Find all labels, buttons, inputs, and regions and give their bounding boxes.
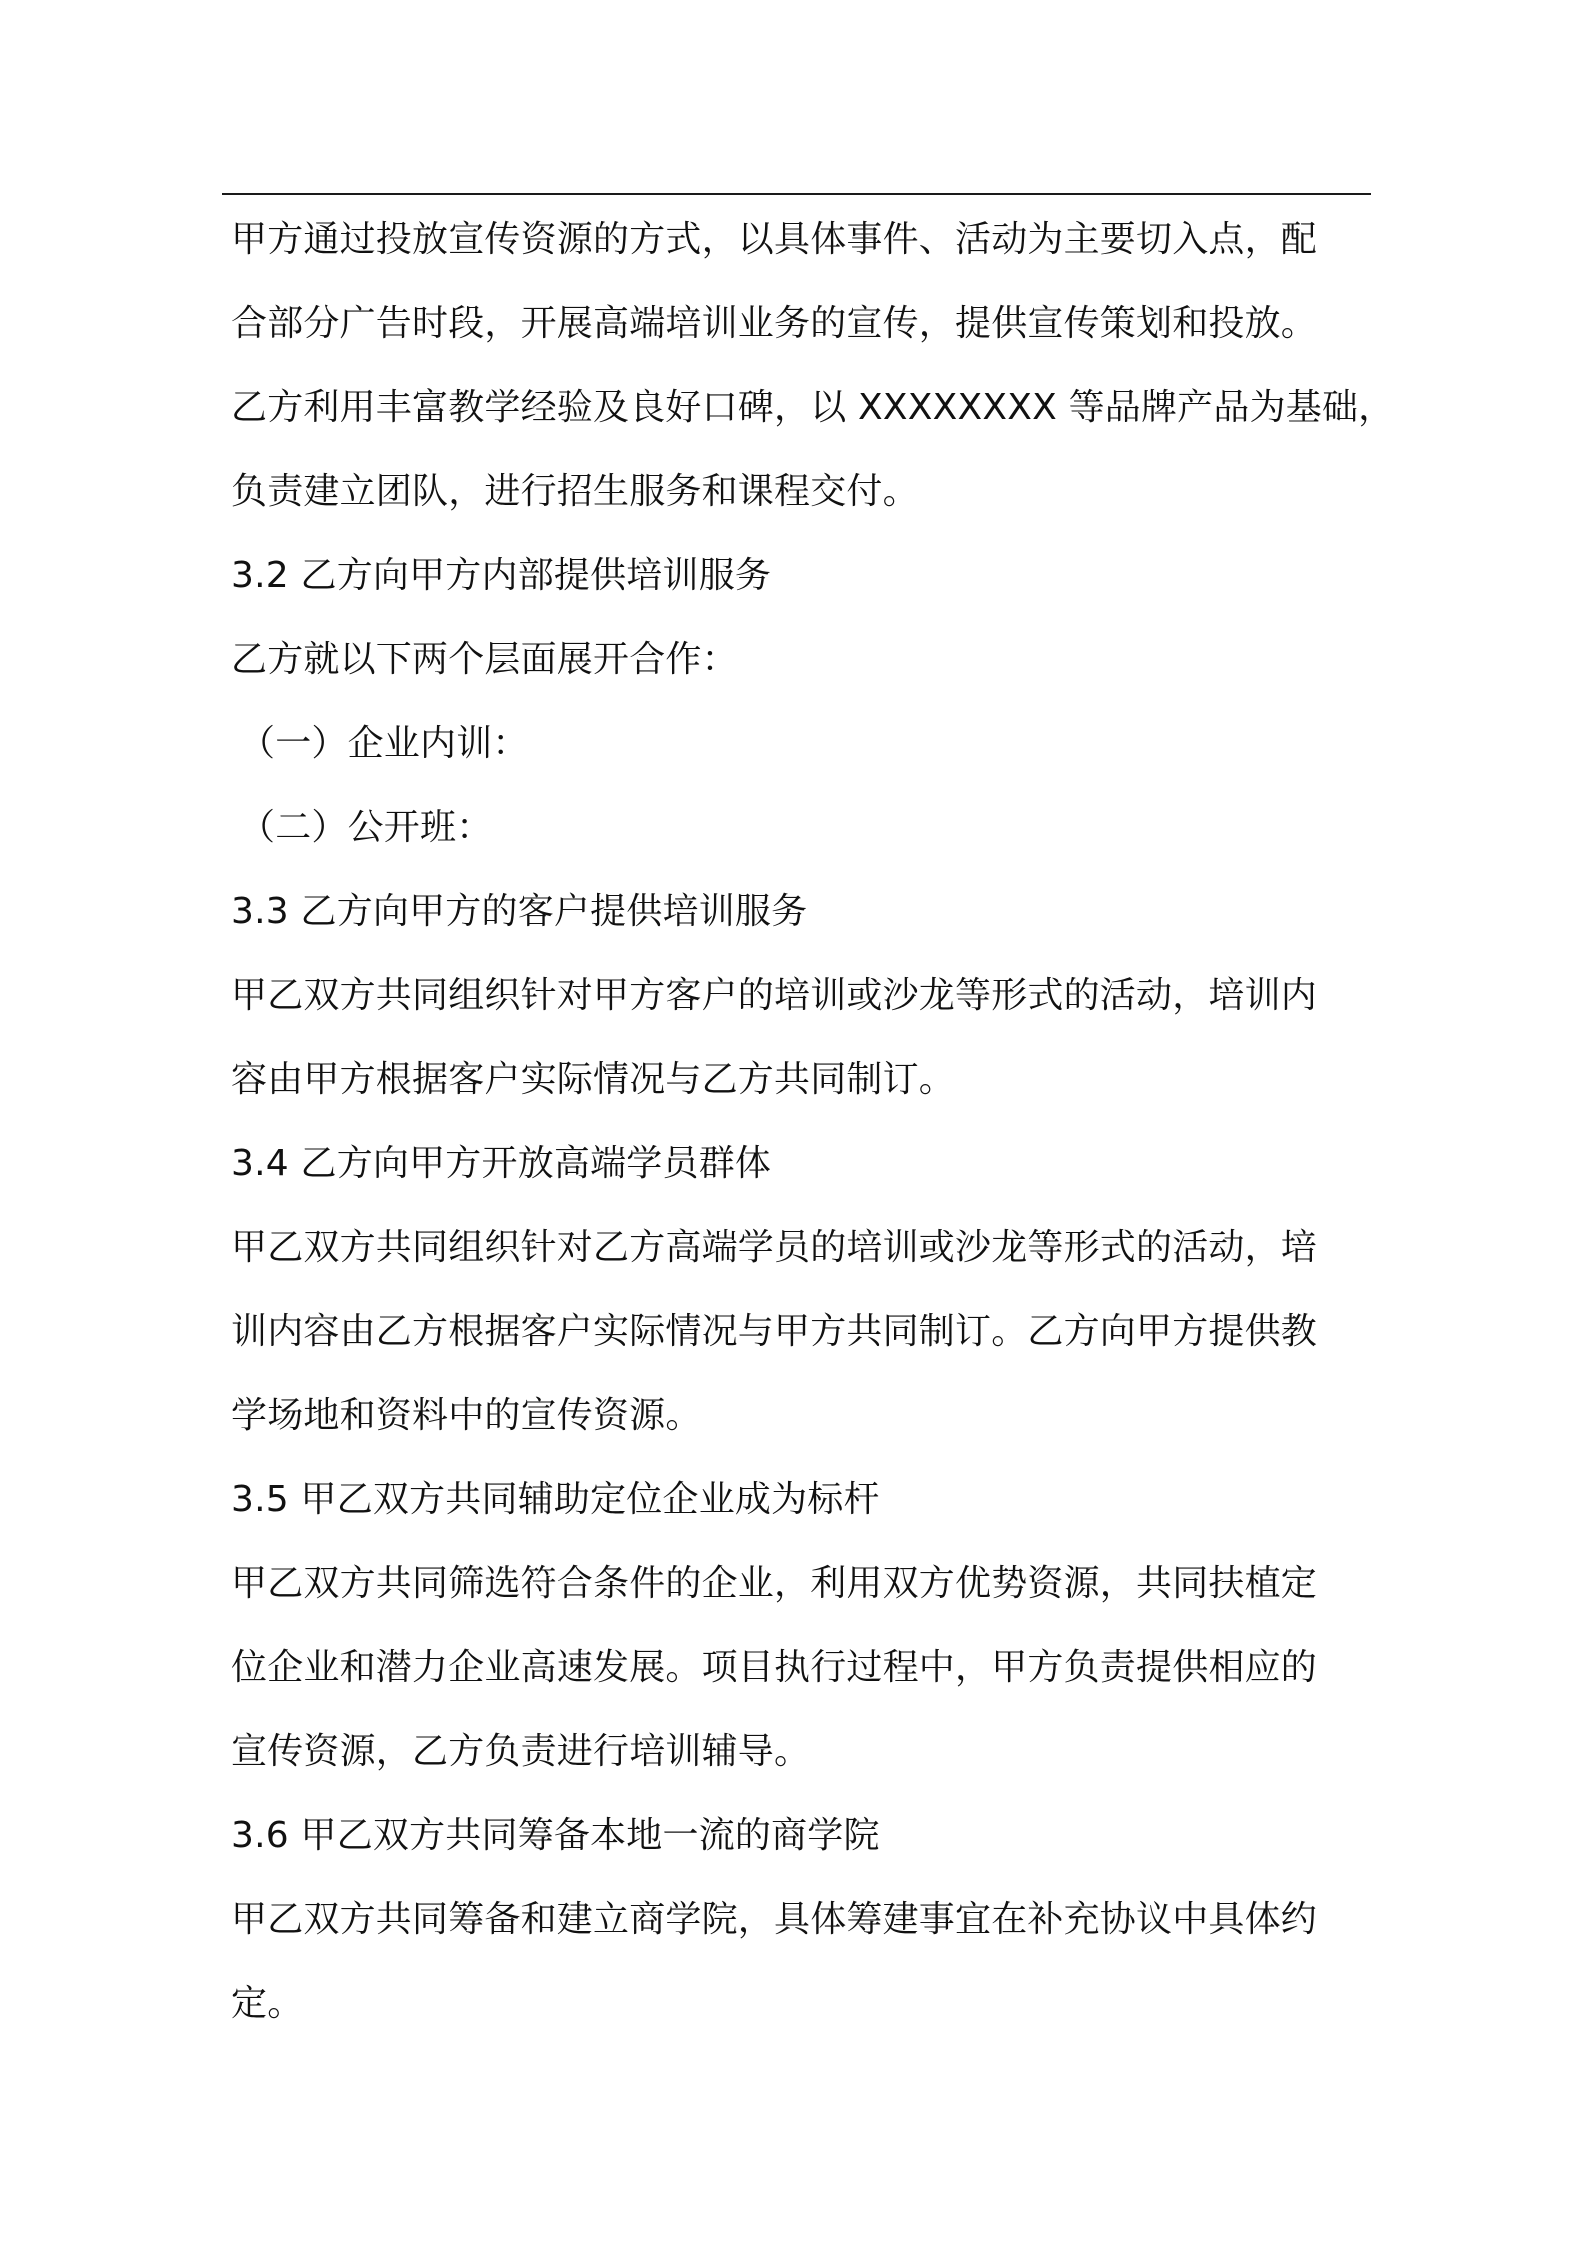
- body-line-4: 负责建立团队，进行招生服务和课程交付。: [231, 471, 919, 512]
- body-line-6: 乙方就以下两个层面展开合作：: [231, 639, 738, 680]
- list-item-1: （一）企业内训：: [239, 723, 529, 764]
- body-line-21: 甲乙双方共同筹备和建立商学院，具体筹建事宜在补充协议中具体约: [231, 1899, 1318, 1940]
- section-heading-3-3: 3.3 乙方向甲方的客户提供培训服务: [231, 891, 808, 932]
- body-line-1: 甲方通过投放宣传资源的方式，以具体事件、活动为主要切入点，配: [231, 219, 1318, 260]
- list-item-2: （二）公开班：: [239, 807, 493, 848]
- body-line-22: 定。: [231, 1983, 304, 2024]
- body-line-11: 容由甲方根据客户实际情况与乙方共同制订。: [231, 1059, 956, 1100]
- body-line-3: 乙方利用丰富教学经验及良好口碑，以 XXXXXXXX 等品牌产品为基础，: [231, 387, 1395, 428]
- section-heading-3-4: 3.4 乙方向甲方开放高端学员群体: [231, 1143, 772, 1184]
- section-heading-3-6: 3.6 甲乙双方共同筹备本地一流的商学院: [231, 1815, 880, 1856]
- section-heading-3-2: 3.2 乙方向甲方内部提供培训服务: [231, 555, 772, 596]
- body-line-13: 甲乙双方共同组织针对乙方高端学员的培训或沙龙等形式的活动，培: [231, 1227, 1318, 1268]
- body-line-15: 学场地和资料中的宣传资源。: [231, 1395, 702, 1436]
- header-rule: [222, 193, 1371, 195]
- body-line-2: 合部分广告时段，开展高端培训业务的宣传，提供宣传策划和投放。: [231, 303, 1318, 344]
- body-line-19: 宣传资源，乙方负责进行培训辅导。: [231, 1731, 811, 1772]
- body-line-14: 训内容由乙方根据客户实际情况与甲方共同制订。乙方向甲方提供教: [231, 1311, 1318, 1352]
- section-heading-3-5: 3.5 甲乙双方共同辅助定位企业成为标杆: [231, 1479, 880, 1520]
- document-body: [231, 198, 1395, 2046]
- body-line-17: 甲乙双方共同筛选符合条件的企业，利用双方优势资源，共同扶植定: [231, 1563, 1318, 1604]
- body-line-10: 甲乙双方共同组织针对甲方客户的培训或沙龙等形式的活动，培训内: [231, 975, 1318, 1016]
- body-line-18: 位企业和潜力企业高速发展。项目执行过程中，甲方负责提供相应的: [231, 1647, 1318, 1688]
